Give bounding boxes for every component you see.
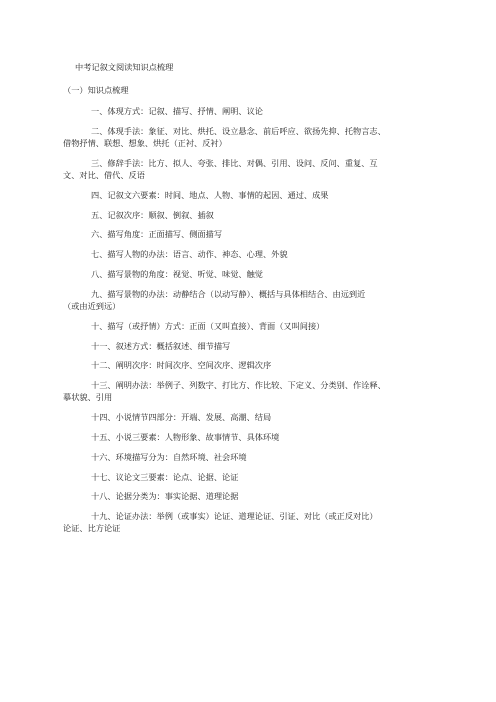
knowledge-point-line: 七、描写人物的办法：语言、动作、神态、心理、外貌 (91, 249, 288, 260)
knowledge-point-line: 五、记叙次序：顺叙、倒叙、插叙 (91, 209, 214, 220)
knowledge-point-item (63, 340, 443, 352)
knowledge-point-item (63, 268, 443, 280)
knowledge-point-line: 十九、论证办法：举例（或事实）论证、道理论证、引证、对比（或正反对比） (91, 511, 378, 522)
knowledge-point-item (63, 510, 443, 534)
knowledge-point-item (63, 431, 443, 443)
knowledge-point-line: 十一、叙述方式：概括叙述、细节描写 (91, 340, 231, 351)
knowledge-point-line: （或由近到远） (63, 300, 121, 311)
knowledge-point-item (63, 125, 443, 149)
knowledge-point-line: 八、描写景物的角度：视觉、听觉、味觉、触觉 (91, 268, 263, 279)
knowledge-point-line: 十六、环境描写分为：自然环境、社会环境 (91, 451, 247, 462)
knowledge-point-line: 十七、议论文三要素：论点、论据、论证 (91, 471, 239, 482)
knowledge-point-line: 十三、阐明办法：举例子、列数字、打比方、作比较、下定义、分类别、作诠释、 (91, 380, 386, 391)
knowledge-point-item (63, 359, 443, 371)
knowledge-point-line: 论证、比方论证 (63, 523, 121, 534)
knowledge-point-item (63, 105, 443, 117)
knowledge-point-item (63, 248, 443, 260)
knowledge-point-line: 十五、小说三要素：人物形象、故事情节、具体环境 (91, 431, 280, 442)
knowledge-point-line: 六、描写角度：正面描写、侧面描写 (91, 229, 223, 240)
knowledge-point-item (63, 320, 443, 332)
knowledge-point-item (63, 209, 443, 221)
knowledge-point-line: 借物抒情、联想、想象、烘托（正衬、反衬） (63, 138, 227, 148)
knowledge-point-line: 九、描写景物的办法：动静结合（以动写静）、概括与具体相结合、由远到近 (91, 288, 366, 299)
knowledge-point-line: 四、记叙文六要素：时间、地点、人物、事情的起因、通过、成果 (91, 189, 329, 200)
knowledge-point-item (63, 490, 443, 502)
knowledge-point-item (63, 288, 443, 312)
knowledge-point-item (63, 411, 443, 423)
knowledge-point-item (63, 189, 443, 201)
knowledge-point-list (63, 105, 443, 542)
knowledge-point-line: 十四、小说情节四部分：开端、发展、高潮、结局 (91, 412, 272, 423)
knowledge-point-line: 二、体现手法：象征、对比、烘托、设立悬念、前后呼应、欲扬先抑、托物言志、 (91, 125, 386, 136)
knowledge-point-line: 三、修辞手法：比方、拟人、夸张、排比、对偶、引用、设问、反问、重复、互 (91, 157, 378, 168)
knowledge-point-line: 一、体现方式：记叙、描写、抒情、阐明、议论 (91, 106, 263, 116)
document-title: 中考记叙文阅读知识点梳理 (75, 62, 174, 72)
knowledge-point-item (63, 471, 443, 483)
knowledge-point-line: 十二、阐明次序：时间次序、空间次序、逻辑次序 (91, 360, 272, 371)
section-heading: （一）知识点梳理 (63, 85, 129, 95)
knowledge-point-line: 十、描写（或抒情）方式：正面（又叫直接）、背面（又叫间接） (91, 320, 325, 331)
knowledge-point-line: 十八、论据分类为：事实论据、道理论据 (91, 491, 239, 502)
knowledge-point-item (63, 228, 443, 240)
knowledge-point-line: 文、对比、借代、反语 (63, 170, 145, 180)
knowledge-point-item (63, 157, 443, 181)
knowledge-point-item (63, 451, 443, 463)
knowledge-point-line: 摹状貌、引用 (63, 392, 113, 403)
knowledge-point-item (63, 379, 443, 403)
